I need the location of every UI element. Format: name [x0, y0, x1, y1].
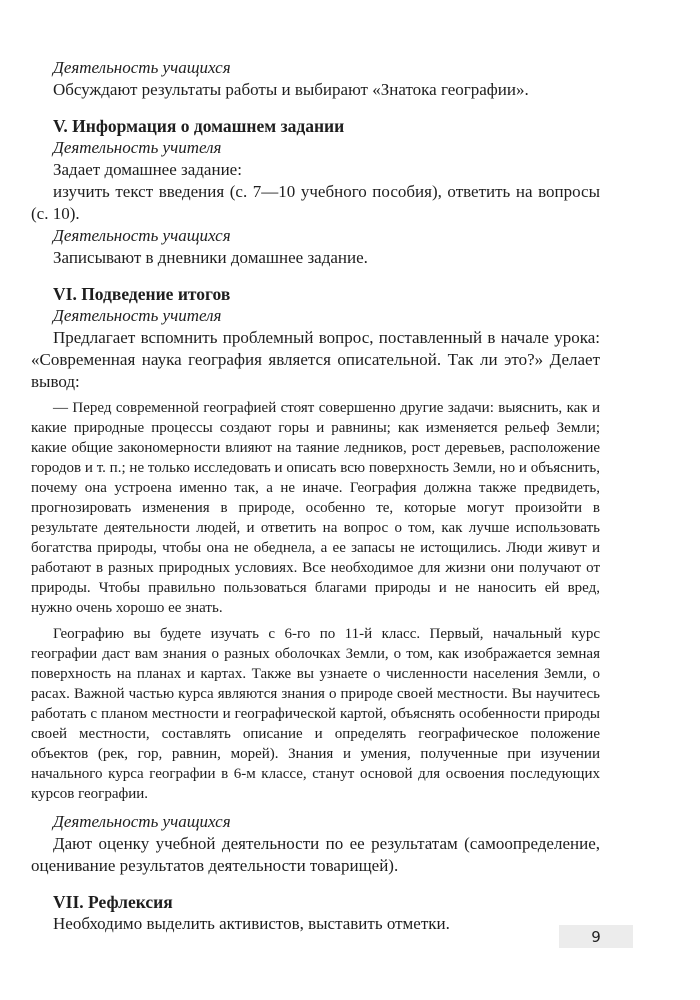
section-heading-vii: VII. Рефлексия	[53, 892, 173, 912]
activity-role-label: Деятельность учащихся	[53, 58, 231, 77]
paragraph: Записывают в дневники домашнее задание.	[53, 248, 368, 267]
activity-role-label: Деятельность учащихся	[53, 226, 231, 245]
page-number: 9	[591, 927, 601, 946]
section-heading-vi: VI. Подведение итогов	[53, 284, 231, 304]
section-heading-v: V. Информация о домашнем задании	[53, 116, 345, 136]
paragraph: Обсуждают результаты работы и выбирают «Знатока географии».	[53, 80, 529, 99]
paragraph: Задает домашнее задание:	[53, 160, 242, 179]
paragraph: Предлагает вспомнить проблемный вопрос, поставленный в начале урока: «Современная наука география является описательной. Так ли это?» Делает вывод:	[31, 328, 600, 391]
paragraph: Дают оценку учебной деятельности по ее результатам (самоопределение, оценивание результатов деятельности товарищей).	[31, 834, 600, 875]
paragraph: изучить текст введения (с. 7—10 учебного пособия), ответить на вопросы (с. 10).	[31, 182, 600, 223]
page-number-badge	[559, 925, 633, 948]
activity-role-label: Деятельность учителя	[53, 138, 222, 157]
inset-paragraph: Географию вы будете изучать с 6-го по 11-й класс. Первый, начальный курс географии даст вам знания о разных оболочках Земли, о том, как изображается земная поверхность на планах и картах. Также вы узнаете о численности населения Земли, о расах. Важной частью курса являются знания о природе своей местности. Вы научитесь работать с планом местности и географической картой, объяснять особенности природы своей местности, составлять описание и определять географическое положение объектов (рек, гор, равнин, морей). Знания и умения, полученные при изучении начального курса географии в 6-м классе, станут основой для освоения последующих курсов географии.	[31, 626, 600, 802]
activity-role-label: Деятельность учащихся	[53, 812, 231, 831]
page-content	[31, 57, 600, 935]
inset-paragraph: — Перед современной географией стоят совершенно другие задачи: выяснить, как и какие природные процессы создают горы и равнины; как изменяется рельеф Земли; какие общие закономерности влияют на таяние ледников, рост деревьев, расположение городов и т. п.; не только исследовать и описать всю поверхность Земли, но и объяснить, почему она устроена именно так, а не иначе. География должна также предвидеть, прогнозировать изменения в природе, особенно те, которые могут произойти в результате деятельности людей, и ответить на вопрос о том, как лучше использовать богатства природы, чтобы она не обеднела, а ее запасы не истощились. Люди живут и работают в разных природных условиях. Все необходимое для жизни они получают от природы. Чтобы правильно пользоваться благами природы и не наносить ей вред, нужно очень хорошо ее знать.	[31, 400, 600, 616]
activity-role-label: Деятельность учителя	[53, 306, 222, 325]
paragraph: Необходимо выделить активистов, выставить отметки.	[53, 914, 450, 933]
